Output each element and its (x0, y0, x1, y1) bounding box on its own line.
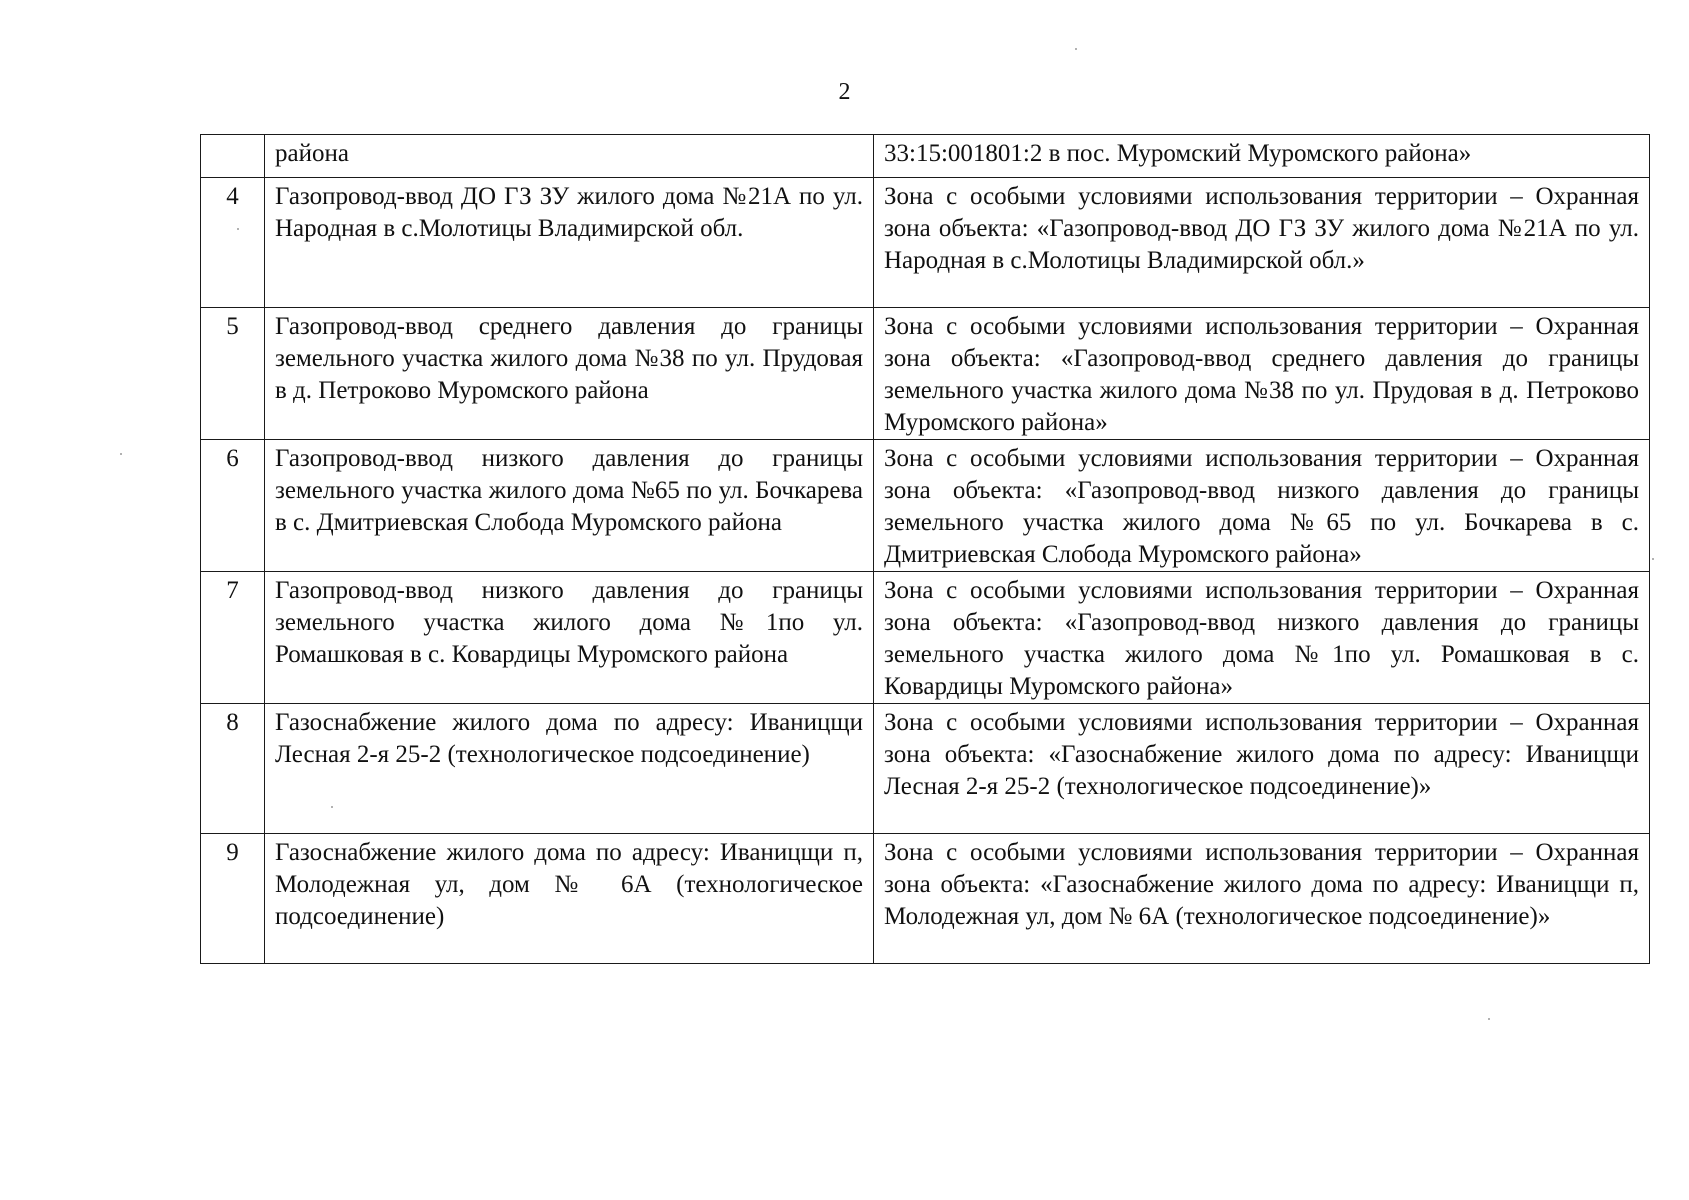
zone-description-cell: Зона с особыми условиями использования территории – Охранная зона объекта: «Газопровод-ввод низкого давления до границы земельного участка жилого дома №1по ул. Ромашковая в с. Ковардицы Муромского района» (874, 572, 1650, 704)
zone-description-cell: Зона с особыми условиями использования территории – Охранная зона объекта: «Газоснабжение жилого дома по адресу: Иваницщи Лесная 2-я 25-2 (технологическое подсоединение)» (874, 704, 1650, 834)
table-row (201, 308, 1650, 440)
object-name-cell: Газопровод-ввод низкого давления до границы земельного участка жилого дома №1по ул. Ромашковая в с. Ковардицы Муромского района (265, 572, 874, 704)
table-row (201, 440, 1650, 572)
scan-speck (1652, 558, 1654, 560)
row-number-cell (201, 135, 265, 178)
object-name-cell: Газопровод-ввод среднего давления до границы земельного участка жилого дома №38 по ул. Прудовая в д. Петроково Муромского района (265, 308, 874, 440)
table-row (201, 704, 1650, 834)
scan-speck (237, 228, 239, 230)
table-row (201, 834, 1650, 964)
scan-speck (120, 453, 122, 455)
row-number-cell: 8 (201, 704, 265, 834)
zone-description-cell: Зона с особыми условиями использования территории – Охранная зона объекта: «Газопровод-ввод ДО ГЗ ЗУ жилого дома №21А по ул. Народная в с.Молотицы Владимирской обл.» (874, 178, 1650, 308)
object-name-cell: Газопровод-ввод низкого давления до границы земельного участка жилого дома №65 по ул. Бочкарева в с. Дмитриевская Слобода Муромского района (265, 440, 874, 572)
zone-description-cell: Зона с особыми условиями использования территории – Охранная зона объекта: «Газопровод-ввод низкого давления до границы земельного участка жилого дома №65 по ул. Бочкарева в с. Дмитриевская Слобода Муромского района» (874, 440, 1650, 572)
zone-description-cell: Зона с особыми условиями использования территории – Охранная зона объекта: «Газопровод-ввод среднего давления до границы земельного участка жилого дома №38 по ул. Прудовая в д. Петроково Муромского района» (874, 308, 1650, 440)
row-number-cell: 5 (201, 308, 265, 440)
table-row (201, 178, 1650, 308)
row-number-cell: 9 (201, 834, 265, 964)
object-name-cell: Газоснабжение жилого дома по адресу: Иваницщи Лесная 2-я 25-2 (технологическое подсоединение) (265, 704, 874, 834)
scan-speck (331, 806, 333, 808)
row-number-cell: 7 (201, 572, 265, 704)
scan-speck (1075, 48, 1077, 50)
row-number-cell: 4 (201, 178, 265, 308)
scan-speck (1488, 1018, 1490, 1020)
object-name-cell: района (265, 135, 874, 178)
objects-table (200, 134, 1650, 964)
zone-description-cell: 33:15:001801:2 в пос. Муромский Муромского района» (874, 135, 1650, 178)
object-name-cell: Газопровод-ввод ДО ГЗ ЗУ жилого дома №21А по ул. Народная в с.Молотицы Владимирской обл. (265, 178, 874, 308)
row-number-cell: 6 (201, 440, 265, 572)
table-row (201, 135, 1650, 178)
zone-description-cell: Зона с особыми условиями использования территории – Охранная зона объекта: «Газоснабжение жилого дома по адресу: Иваницщи п, Молодежная ул, дом № 6А (технологическое подсоединение)» (874, 834, 1650, 964)
page-number: 2 (838, 79, 851, 105)
object-name-cell: Газоснабжение жилого дома по адресу: Иваницщи п, Молодежная ул, дом № 6А (технологическое подсоединение) (265, 834, 874, 964)
table-row (201, 572, 1650, 704)
